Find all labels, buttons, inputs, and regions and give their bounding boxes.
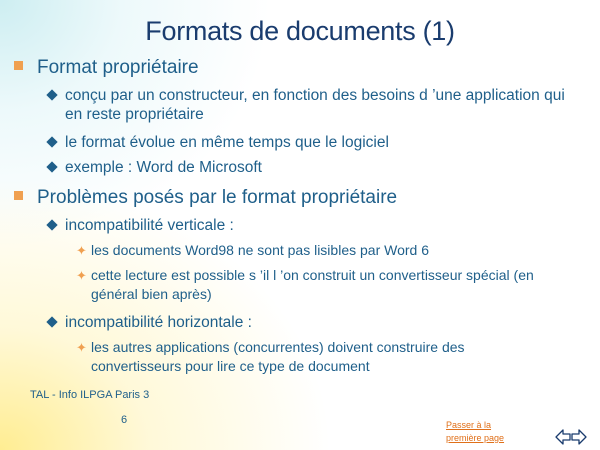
square-bullet-icon xyxy=(14,191,23,200)
star-bullet-icon: ✦ xyxy=(76,268,87,283)
slide-title: Formats de documents (1) xyxy=(145,16,455,46)
slide-footer: TAL - Info ILPGA Paris 3 xyxy=(30,389,150,401)
sub-list-item-text: cette lecture est possible s ’il l ’on construit un convertisseur spécial (en général bien après) xyxy=(91,267,534,302)
page-number: 6 xyxy=(121,414,128,426)
navigation-arrows-icon[interactable] xyxy=(555,428,587,446)
sub-list-item xyxy=(76,241,576,260)
sub-list-item xyxy=(76,338,516,376)
section-heading-format-proprietaire: Format propriétaire xyxy=(14,57,199,79)
sub-list-item-text: les documents Word98 ne sont pas lisibles par Word 6 xyxy=(91,242,429,258)
star-bullet-icon: ✦ xyxy=(76,340,87,355)
list-item-text: le format évolue en même temps que le logiciel xyxy=(65,134,389,151)
back-to-first-page-link[interactable]: Passer à la première page xyxy=(446,420,505,443)
list-item-text: incompatibilité horizontale : xyxy=(65,314,252,331)
sub-list-item xyxy=(76,266,576,304)
list-item-text: incompatibilité verticale : xyxy=(65,217,234,234)
section-heading-problemes: Problèmes posés par le format propriétaire xyxy=(14,187,397,209)
star-bullet-icon: ✦ xyxy=(76,243,87,258)
sub-list-item-text: les autres applications (concurrentes) doivent construire des convertisseurs pour lire ce type de document xyxy=(91,339,465,374)
list-item xyxy=(48,86,578,124)
list-item xyxy=(48,216,568,235)
list-item xyxy=(48,158,578,177)
list-item-text: conçu par un constructeur, en fonction des besoins d ’une application qui en reste propriétaire xyxy=(65,87,565,123)
list-item xyxy=(48,313,568,332)
square-bullet-icon xyxy=(14,61,23,70)
list-item-text: exemple : Word de Microsoft xyxy=(65,159,262,176)
list-item xyxy=(48,133,578,152)
